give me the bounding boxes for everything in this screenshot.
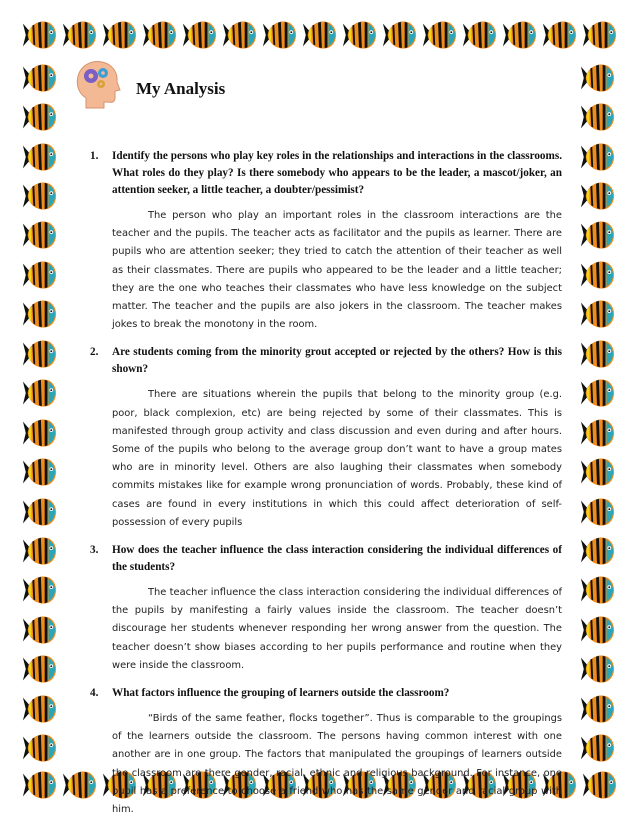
fish-icon: [20, 218, 58, 252]
fish-icon: [578, 218, 616, 252]
question: [90, 344, 562, 378]
fish-icon: [578, 179, 616, 213]
fish-icon: [20, 768, 58, 802]
fish-icon: [20, 337, 58, 371]
question-number: 3.: [90, 544, 99, 557]
question-number: 2.: [90, 346, 99, 359]
fish-icon: [20, 652, 58, 686]
fish-icon: [500, 18, 538, 52]
fish-border-top: [0, 18, 638, 58]
question-text: Identify the persons who play key roles in the relationships and interactions in the classrooms. What roles do they play? Is there somebody who appears to be the leader, a mascot/joker, an attention seeker, a little teacher, a doubter/pessimist?: [112, 150, 562, 196]
fish-icon: [578, 652, 616, 686]
fish-icon: [260, 18, 298, 52]
fish-icon: [140, 18, 178, 52]
fish-icon: [20, 495, 58, 529]
qa-item-4: [90, 685, 562, 819]
answer-text: There are situations wherein the pupils that belong to the minority group (e.g. poor, black complexion, etc) are being rejected by some of their classmates. This is manifested through group activity and class discussion and even during and after hours. Some of the pupils who belong to the average group don’t want to have a group mates who are in minority level. Others are also laughing their classmates when somebody commits mistakes like for example wrong pronunciation of words. Probably, these kind of cases are found in every institutions in which this could affect deterioration of self-possession of every pupils: [112, 389, 562, 528]
fish-icon: [578, 258, 616, 292]
answer-text: The person who play an important roles in the classroom interactions are the teacher and the pupils. The teacher acts as facilitator and the pupils as learner. There are pupils who are attention seeker; they tried to catch the attention of their teacher as well as their classmates. There are pupils who appeared to be the leader and a little teacher; they are the one who teaches their classmates who have less knowledge on the subject matter. The teacher and the pupils are also jokers in the classroom. The teacher makes jokes to break the monotony in the room.: [112, 210, 562, 331]
fish-icon: [578, 140, 616, 174]
fish-icon: [578, 692, 616, 726]
fish-icon: [578, 495, 616, 529]
head-gears-icon: [72, 58, 122, 110]
fish-icon: [20, 258, 58, 292]
fish-icon: [20, 455, 58, 489]
fish-icon: [420, 18, 458, 52]
fish-icon: [20, 613, 58, 647]
fish-icon: [578, 455, 616, 489]
fish-icon: [20, 731, 58, 765]
fish-icon: [60, 18, 98, 52]
fish-icon: [20, 534, 58, 568]
fish-icon: [20, 179, 58, 213]
answer-text: “Birds of the same feather, flocks together”. Thus is comparable to the groupings of the learners outside the classroom. The persons having common interest with one another are in one group. The factors that manipulated the groupings of learners outside the classroom are there gender, racial, ethnic and religious background. For instance, one pupil has a preference to choose a friend who has the same gender and racial group with him.: [112, 713, 562, 816]
fish-icon: [100, 18, 138, 52]
fish-icon: [578, 416, 616, 450]
fish-icon: [20, 692, 58, 726]
fish-icon: [540, 18, 578, 52]
fish-icon: [20, 297, 58, 331]
fish-icon: [578, 573, 616, 607]
question: [90, 148, 562, 199]
fish-icon: [580, 18, 618, 52]
question-number: 1.: [90, 150, 99, 162]
qa-item-1: [90, 148, 562, 334]
fish-icon: [20, 18, 58, 52]
question-number: 4.: [90, 687, 99, 700]
fish-icon: [580, 768, 618, 802]
fish-icon: [20, 416, 58, 450]
question-text: Are students coming from the minority grout accepted or rejected by the others? How is this shown?: [112, 346, 562, 376]
fish-icon: [20, 140, 58, 174]
fish-icon: [578, 731, 616, 765]
fish-icon: [180, 18, 218, 52]
fish-icon: [220, 18, 258, 52]
fish-icon: [340, 18, 378, 52]
analysis-content: [90, 58, 562, 819]
page-title: My Analysis: [136, 79, 226, 98]
fish-icon: [578, 61, 616, 95]
fish-icon: [20, 61, 58, 95]
page-header: [90, 58, 562, 138]
fish-icon: [578, 613, 616, 647]
fish-icon: [578, 100, 616, 134]
fish-icon: [380, 18, 418, 52]
question-text: What factors influence the grouping of learners outside the classroom?: [112, 687, 450, 700]
fish-icon: [578, 337, 616, 371]
question-text: How does the teacher influence the class interaction considering the individual differences of the students?: [112, 544, 562, 574]
answer-text: The teacher influence the class interaction considering the individual differences of the pupils by manifesting a fairly values inside the classroom. The teacher doesn’t discourage her students whenever responding her wrong answer from the question. The teacher doesn’t show biases according to her pupils performance and routine when they were inside the classroom.: [112, 587, 562, 671]
fish-icon: [300, 18, 338, 52]
fish-border-right: [578, 58, 618, 768]
fish-icon: [20, 100, 58, 134]
fish-icon: [20, 376, 58, 410]
fish-border-left: [20, 58, 60, 768]
fish-icon: [460, 18, 498, 52]
fish-icon: [20, 573, 58, 607]
qa-item-2: [90, 344, 562, 532]
fish-icon: [578, 534, 616, 568]
qa-item-3: [90, 542, 562, 675]
fish-icon: [578, 376, 616, 410]
question: [90, 542, 562, 576]
question: [90, 685, 562, 702]
fish-icon: [578, 297, 616, 331]
